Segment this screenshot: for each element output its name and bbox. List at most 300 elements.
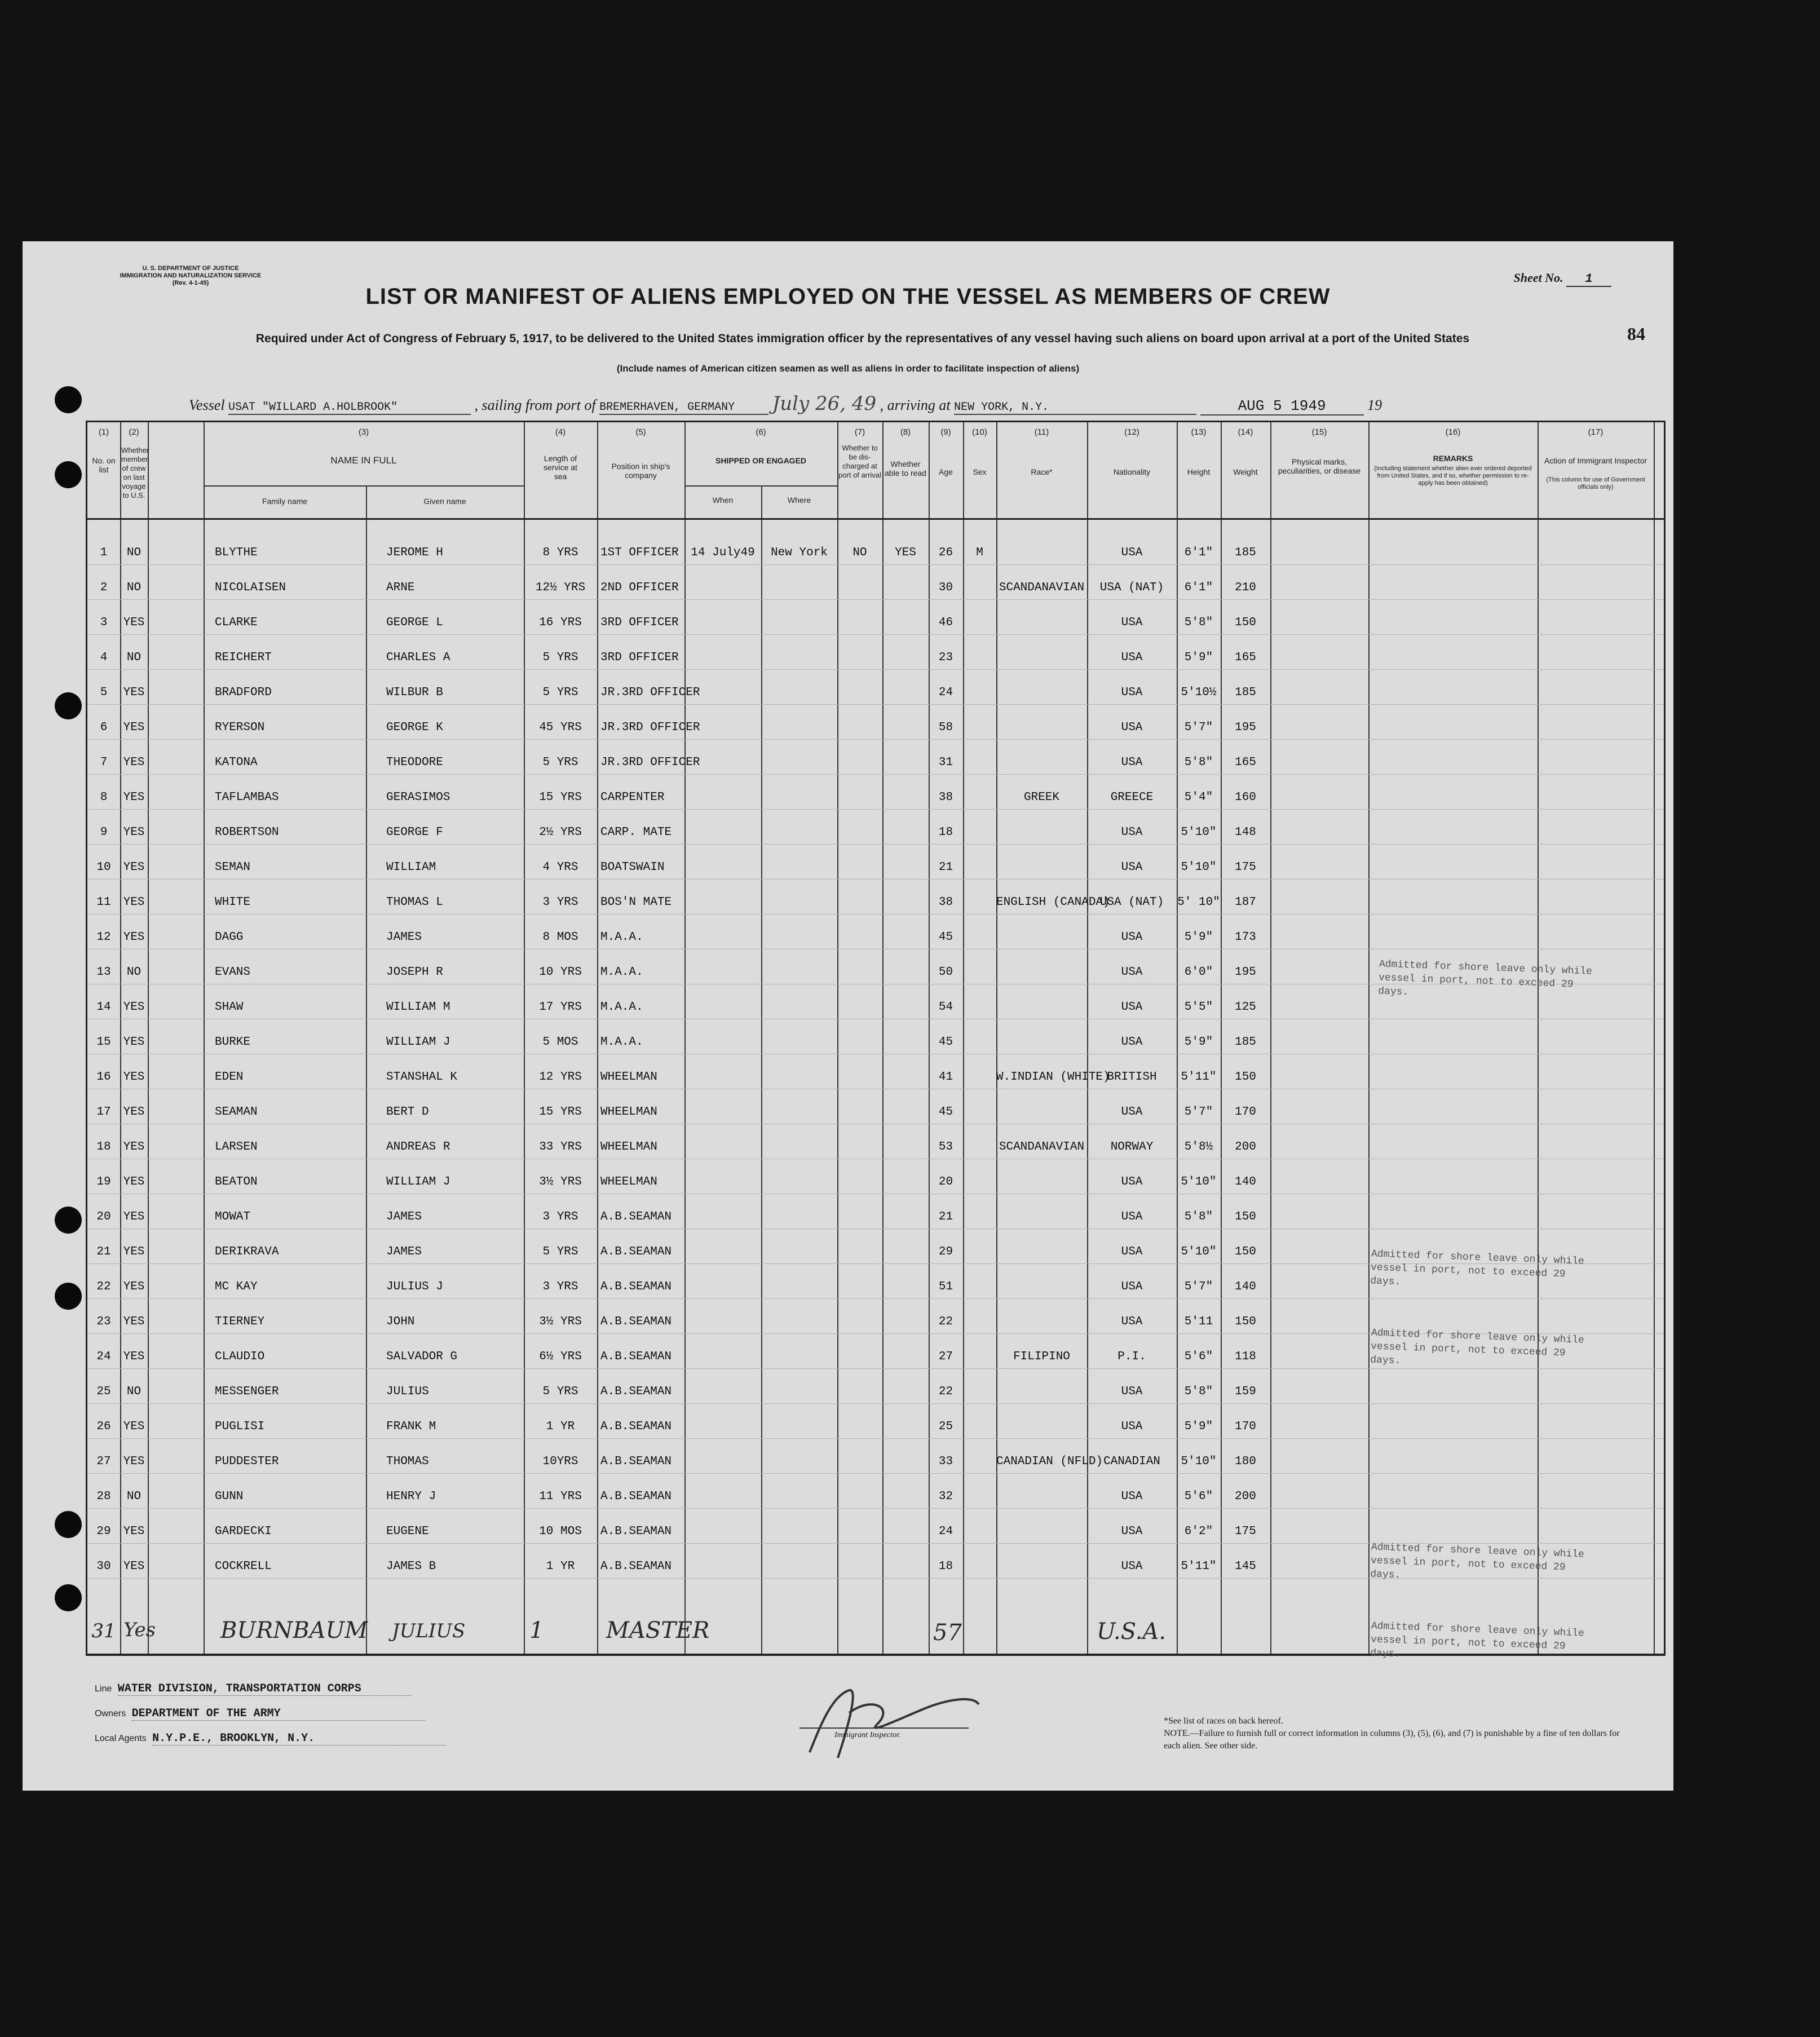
cell-given: WILLIAM J bbox=[386, 1036, 450, 1049]
cell-family: DERIKRAVA bbox=[215, 1245, 279, 1258]
cell-last: NO bbox=[126, 1490, 142, 1503]
col7-label: Whether to be dis-charged at port of arrival bbox=[838, 444, 881, 479]
cell-service: 5 MOS bbox=[542, 1036, 578, 1049]
cell-last: NO bbox=[126, 1385, 142, 1398]
col17-num: (17) bbox=[1588, 427, 1603, 437]
cell-service: 16 YRS bbox=[539, 616, 582, 629]
cell-age: 30 bbox=[938, 581, 953, 594]
cell-weight: 200 bbox=[1235, 1141, 1256, 1154]
cell-height: 5'10" bbox=[1181, 1455, 1217, 1468]
cell-weight: 150 bbox=[1235, 1245, 1256, 1258]
table-row bbox=[87, 783, 1664, 818]
col9-label: Age bbox=[939, 467, 953, 476]
cell-nationality: USA bbox=[1121, 826, 1143, 839]
cell-no: 24 bbox=[96, 1350, 111, 1363]
cell-height: 5' 10" bbox=[1177, 896, 1220, 909]
cell-height: 5'10" bbox=[1181, 1176, 1217, 1188]
cell-last: YES bbox=[123, 1525, 145, 1538]
cell-given: JULIUS bbox=[386, 1385, 429, 1398]
cell-nationality: USA (NAT) bbox=[1099, 581, 1164, 594]
cell-weight: 195 bbox=[1235, 966, 1256, 979]
cell-given: SALVADOR G bbox=[386, 1350, 458, 1363]
cell-position: 2ND OFFICER bbox=[600, 581, 679, 594]
cell-age: 32 bbox=[938, 1490, 953, 1503]
cell-age: 27 bbox=[938, 1350, 953, 1363]
cell-nationality: USA bbox=[1121, 1525, 1143, 1538]
cell-last: YES bbox=[123, 1210, 145, 1223]
cell-position: A.B.SEAMAN bbox=[600, 1385, 672, 1398]
cell-position: 1ST OFFICER bbox=[600, 546, 679, 559]
cell-position: A.B.SEAMAN bbox=[600, 1245, 672, 1258]
cell-nationality: USA bbox=[1121, 1210, 1143, 1223]
cell-weight: 145 bbox=[1235, 1560, 1256, 1573]
cell-service: 15 YRS bbox=[539, 791, 582, 804]
cell-given: BERT D bbox=[386, 1106, 429, 1119]
cell-height: 5'7" bbox=[1184, 1280, 1213, 1293]
cell-nationality: USA bbox=[1121, 756, 1143, 769]
cell-family: SEMAN bbox=[215, 861, 251, 874]
cell-last: YES bbox=[123, 1560, 145, 1573]
cell-weight: 148 bbox=[1235, 826, 1256, 839]
cell-nationality: GREECE bbox=[1110, 791, 1154, 804]
cell-given: JEROME H bbox=[386, 546, 443, 559]
cell-height: 6'0" bbox=[1184, 966, 1213, 979]
cell-no: 20 bbox=[96, 1210, 111, 1223]
cell-height: 5'8" bbox=[1184, 1385, 1213, 1398]
cell-height: 5'5" bbox=[1184, 1001, 1213, 1014]
cell-last: NO bbox=[126, 651, 142, 664]
cell-age: 20 bbox=[938, 1176, 953, 1188]
cell-service: 4 YRS bbox=[542, 861, 578, 874]
col1-label: No. on list bbox=[92, 456, 116, 474]
cell-age: 54 bbox=[938, 1001, 953, 1014]
cell-position: WHEELMAN bbox=[600, 1141, 657, 1154]
cell-nationality: USA bbox=[1121, 1560, 1143, 1573]
cell-last: YES bbox=[123, 1455, 145, 1468]
cell-family: MC KAY bbox=[215, 1280, 258, 1293]
cell-no: 26 bbox=[96, 1420, 111, 1433]
cell-given: WILLIAM M bbox=[386, 1001, 450, 1014]
cell-service: 3 YRS bbox=[542, 896, 578, 909]
cell-service: 12½ YRS bbox=[535, 581, 586, 594]
col6-where: Where bbox=[787, 496, 811, 505]
cell-height: 6'2" bbox=[1184, 1525, 1213, 1538]
cell-service: 1 YR bbox=[546, 1420, 575, 1433]
cell-last: YES bbox=[123, 1420, 145, 1433]
cell-height: 5'6" bbox=[1184, 1350, 1213, 1363]
col6-num: (6) bbox=[756, 427, 766, 437]
table-row bbox=[87, 818, 1664, 853]
cell-nationality: CANADIAN bbox=[1103, 1455, 1160, 1468]
cell-given: WILBUR B bbox=[386, 686, 443, 699]
cell-height: 5'10" bbox=[1181, 861, 1217, 874]
cell-age: 25 bbox=[938, 1420, 953, 1433]
arriving-port: NEW YORK, N.Y. bbox=[954, 401, 1196, 415]
cell-service: 6½ YRS bbox=[539, 1350, 582, 1363]
cell-nationality: BRITISH bbox=[1107, 1071, 1157, 1084]
cell-no: 6 bbox=[100, 721, 108, 734]
cell-given: JAMES bbox=[386, 1210, 422, 1223]
cell-race: SCANDANAVIAN bbox=[999, 1141, 1085, 1154]
col2-num: (2) bbox=[129, 427, 139, 437]
cell-service: 5 YRS bbox=[542, 686, 578, 699]
cell-family: RYERSON bbox=[215, 721, 265, 734]
cell-age: 51 bbox=[938, 1280, 953, 1293]
cell-weight: 165 bbox=[1235, 756, 1256, 769]
cell-family: REICHERT bbox=[215, 651, 272, 664]
penalty-note: NOTE.—Failure to furnish full or correct information in columns (3), (5), (6), and (7) is punishable by a fine of ten dollars for each alien. See other side. bbox=[1164, 1729, 1620, 1751]
hw-position: MASTER bbox=[606, 1618, 710, 1643]
col4-num: (4) bbox=[555, 427, 566, 437]
cell-weight: 170 bbox=[1235, 1106, 1256, 1119]
col17-sub: (This column for use of Government officials only) bbox=[1546, 476, 1645, 491]
cell-age: 53 bbox=[938, 1141, 953, 1154]
cell-height: 5'8" bbox=[1184, 616, 1213, 629]
cell-last: NO bbox=[126, 546, 142, 559]
punch-hole bbox=[55, 1584, 82, 1611]
cell-given: THOMAS L bbox=[386, 896, 443, 909]
cell-position: WHEELMAN bbox=[600, 1106, 657, 1119]
cell-no: 11 bbox=[96, 896, 111, 909]
col12-label: Nationality bbox=[1113, 467, 1151, 476]
cell-service: 3 YRS bbox=[542, 1280, 578, 1293]
cell-last: YES bbox=[123, 616, 145, 629]
cell-no: 19 bbox=[96, 1176, 111, 1188]
cell-family: COCKRELL bbox=[215, 1560, 272, 1573]
cell-last: YES bbox=[123, 1280, 145, 1293]
col17-label: Action of Immigrant Inspector bbox=[1544, 456, 1647, 465]
remark-row-8: Admitted for shore leave only while vessel in port, not to exceed 29 days. bbox=[1377, 958, 1593, 998]
cell-service: 3½ YRS bbox=[539, 1315, 582, 1328]
cell-given: EUGENE bbox=[386, 1525, 429, 1538]
cell-family: TIERNEY bbox=[215, 1315, 265, 1328]
cell-height: 5'11" bbox=[1181, 1560, 1217, 1573]
punch-hole bbox=[55, 1207, 82, 1234]
cell-position: JR.3RD OFFICER bbox=[600, 686, 700, 699]
cell-position: JR.3RD OFFICER bbox=[600, 721, 700, 734]
remark-row-24: Admitted for shore leave only while vessel in port, not to exceed 29 days. bbox=[1370, 1541, 1585, 1581]
include-note: (Include names of American citizen seamen as well as aliens in order to facilitate inspection of aliens) bbox=[616, 363, 1080, 374]
cell-given: GEORGE K bbox=[386, 721, 443, 734]
cell-age: 23 bbox=[938, 651, 953, 664]
cell-family: EDEN bbox=[215, 1071, 244, 1084]
cell-last: YES bbox=[123, 861, 145, 874]
cell-no: 8 bbox=[100, 791, 108, 804]
col5-label: Position in ship's company bbox=[611, 462, 670, 480]
cell-position: CARP. MATE bbox=[600, 826, 672, 839]
cell-height: 5'9" bbox=[1184, 1036, 1213, 1049]
cell-given: JOHN bbox=[386, 1315, 415, 1328]
cell-no: 1 bbox=[100, 546, 108, 559]
cell-last: YES bbox=[123, 1350, 145, 1363]
cell-family: TAFLAMBAS bbox=[215, 791, 279, 804]
inspector-signature bbox=[787, 1673, 1001, 1769]
hw-given: JULIUS bbox=[392, 1620, 466, 1642]
crew-table bbox=[86, 421, 1666, 1660]
hw-nationality: U.S.A. bbox=[1097, 1619, 1167, 1645]
table-row bbox=[87, 713, 1664, 748]
cell-nationality: USA bbox=[1121, 1176, 1143, 1188]
cell-weight: 150 bbox=[1235, 1315, 1256, 1328]
line-value: WATER DIVISION, TRANSPORTATION CORPS bbox=[118, 1682, 411, 1696]
table-row bbox=[87, 853, 1664, 888]
cell-nationality: USA bbox=[1121, 721, 1143, 734]
table-row bbox=[87, 1168, 1664, 1203]
cell-position: A.B.SEAMAN bbox=[600, 1525, 672, 1538]
hw-age: 57 bbox=[933, 1620, 962, 1646]
col15-label: Physical marks, peculiarities, or disease bbox=[1278, 457, 1361, 475]
cell-last: YES bbox=[123, 1036, 145, 1049]
owners-label: Owners bbox=[95, 1709, 126, 1718]
cell-service: 1 YR bbox=[546, 1560, 575, 1573]
cell-position: BOS'N MATE bbox=[600, 896, 672, 909]
cell-family: ROBERTSON bbox=[215, 826, 279, 839]
vessel-label: Vessel bbox=[189, 397, 225, 413]
cell-service: 33 YRS bbox=[539, 1141, 582, 1154]
cell-nationality: USA bbox=[1121, 861, 1143, 874]
cell-family: MESSENGER bbox=[215, 1385, 279, 1398]
cell-weight: 210 bbox=[1235, 581, 1256, 594]
requirement-text: Required under Act of Congress of February 5, 1917, to be delivered to the United States immigration officer by the representatives of any vessel having such aliens on board upon arrival at a port of the United States bbox=[255, 332, 1470, 345]
cell-position: WHEELMAN bbox=[600, 1071, 657, 1084]
cell-age: 24 bbox=[938, 1525, 953, 1538]
cell-service: 10 YRS bbox=[539, 966, 582, 979]
cell-height: 5'8½ bbox=[1184, 1141, 1213, 1154]
cell-no: 18 bbox=[96, 1141, 111, 1154]
cell-given: GEORGE F bbox=[386, 826, 443, 839]
col10-label: Sex bbox=[973, 467, 987, 476]
col16-num: (16) bbox=[1445, 427, 1461, 437]
col11-label: Race* bbox=[1031, 467, 1053, 476]
cell-last: YES bbox=[123, 896, 145, 909]
cell-weight: 150 bbox=[1235, 1210, 1256, 1223]
cell-weight: 150 bbox=[1235, 616, 1256, 629]
table-row bbox=[87, 643, 1664, 678]
table-row bbox=[87, 678, 1664, 713]
cell-service: 11 YRS bbox=[539, 1490, 582, 1503]
cell-weight: 140 bbox=[1235, 1280, 1256, 1293]
cell-height: 5'6" bbox=[1184, 1490, 1213, 1503]
cell-last: YES bbox=[123, 1001, 145, 1014]
cell-nationality: USA bbox=[1121, 686, 1143, 699]
cell-age: 18 bbox=[938, 826, 953, 839]
col14-num: (14) bbox=[1238, 427, 1253, 437]
col8-num: (8) bbox=[900, 427, 911, 437]
cell-height: 5'10" bbox=[1181, 1245, 1217, 1258]
cell-no: 21 bbox=[96, 1245, 111, 1258]
cell-service: 17 YRS bbox=[539, 1001, 582, 1014]
cell-family: NICOLAISEN bbox=[215, 581, 286, 594]
cell-family: BRADFORD bbox=[215, 686, 272, 699]
cell-age: 45 bbox=[938, 1036, 953, 1049]
cell-service: 5 YRS bbox=[542, 1385, 578, 1398]
cell-no: 10 bbox=[96, 861, 111, 874]
cell-last: YES bbox=[123, 1071, 145, 1084]
table-row bbox=[87, 1203, 1664, 1238]
cell-position: WHEELMAN bbox=[600, 1176, 657, 1188]
cell-no: 3 bbox=[100, 616, 108, 629]
cell-sex: M bbox=[976, 546, 983, 559]
service-name: IMMIGRATION AND NATURALIZATION SERVICE bbox=[120, 272, 262, 279]
cell-height: 5'9" bbox=[1184, 1420, 1213, 1433]
cell-family: EVANS bbox=[215, 966, 251, 979]
cell-weight: 185 bbox=[1235, 686, 1256, 699]
vessel-line bbox=[189, 392, 1542, 416]
cell-no: 23 bbox=[96, 1315, 111, 1328]
cell-no: 25 bbox=[96, 1385, 111, 1398]
cell-position: A.B.SEAMAN bbox=[600, 1315, 672, 1328]
cell-family: BEATON bbox=[215, 1176, 258, 1188]
cell-nationality: USA bbox=[1121, 1036, 1143, 1049]
cell-last: YES bbox=[123, 756, 145, 769]
cell-age: 33 bbox=[938, 1455, 953, 1468]
table-row bbox=[87, 1028, 1664, 1063]
cell-weight: 200 bbox=[1235, 1490, 1256, 1503]
cell-position: A.B.SEAMAN bbox=[600, 1560, 672, 1573]
table-row bbox=[87, 1482, 1664, 1517]
cell-service: 12 YRS bbox=[539, 1071, 582, 1084]
punch-hole bbox=[55, 1283, 82, 1310]
cell-age: 50 bbox=[938, 966, 953, 979]
cell-given: HENRY J bbox=[386, 1490, 436, 1503]
col8-label: Whether able to read bbox=[885, 459, 926, 478]
table-row bbox=[87, 923, 1664, 958]
cell-height: 5'10" bbox=[1181, 826, 1217, 839]
cell-given: STANSHAL K bbox=[386, 1071, 458, 1084]
inspector-label: Immigrant Inspector. bbox=[834, 1731, 901, 1739]
cell-position: M.A.A. bbox=[600, 1036, 643, 1049]
sailing-port: BREMERHAVEN, GERMANY bbox=[599, 401, 768, 415]
cell-discharged: NO bbox=[852, 546, 867, 559]
department-name: U. S. DEPARTMENT OF JUSTICE bbox=[142, 265, 239, 272]
table-row bbox=[87, 608, 1664, 643]
col1-num: (1) bbox=[98, 427, 109, 437]
cell-nationality: USA bbox=[1121, 1280, 1143, 1293]
hw-family: BURNBAUM bbox=[220, 1618, 368, 1643]
cell-family: SHAW bbox=[215, 1001, 244, 1014]
cell-last: YES bbox=[123, 791, 145, 804]
cell-given: FRANK M bbox=[386, 1420, 436, 1433]
page-number: 84 bbox=[1627, 324, 1645, 344]
cell-family: LARSEN bbox=[215, 1141, 258, 1154]
col13-num: (13) bbox=[1191, 427, 1207, 437]
col6-label: SHIPPED OR ENGAGED bbox=[715, 456, 807, 465]
cell-height: 5'4" bbox=[1184, 791, 1213, 804]
cell-family: WHITE bbox=[215, 896, 251, 909]
punch-hole bbox=[55, 461, 82, 488]
cell-age: 58 bbox=[938, 721, 953, 734]
cell-when: 14 July49 bbox=[691, 546, 755, 559]
cell-where: New York bbox=[771, 546, 828, 559]
cell-age: 38 bbox=[938, 896, 953, 909]
cell-nationality: USA bbox=[1121, 1106, 1143, 1119]
cell-last: YES bbox=[123, 686, 145, 699]
cell-weight: 185 bbox=[1235, 546, 1256, 559]
cell-nationality: NORWAY bbox=[1110, 1141, 1154, 1154]
cell-family: PUDDESTER bbox=[215, 1455, 279, 1468]
cell-weight: 170 bbox=[1235, 1420, 1256, 1433]
cell-nationality: USA bbox=[1121, 931, 1143, 944]
cell-position: BOATSWAIN bbox=[600, 861, 665, 874]
cell-age: 21 bbox=[938, 861, 953, 874]
col16-sub: (Including statement whether alien ever ordered deported from United States, and if so, whether permission to re-apply has been obtained) bbox=[1374, 465, 1532, 487]
cell-age: 41 bbox=[938, 1071, 953, 1084]
remark-row-18: Admitted for shore leave only while vessel in port, not to exceed 29 days. bbox=[1370, 1327, 1585, 1367]
col9-num: (9) bbox=[940, 427, 951, 437]
col3-label: NAME IN FULL bbox=[330, 455, 397, 466]
cell-no: 2 bbox=[100, 581, 108, 594]
cell-given: JULIUS J bbox=[386, 1280, 443, 1293]
cell-last: YES bbox=[123, 721, 145, 734]
cell-given: JAMES bbox=[386, 931, 422, 944]
col12-num: (12) bbox=[1124, 427, 1139, 437]
cell-race: ENGLISH (CANADA) bbox=[996, 896, 1110, 909]
cell-no: 14 bbox=[96, 1001, 111, 1014]
cell-age: 31 bbox=[938, 756, 953, 769]
table-row bbox=[87, 1098, 1664, 1133]
cell-no: 13 bbox=[96, 966, 111, 979]
footer-line bbox=[95, 1682, 411, 1696]
col3-family: Family name bbox=[262, 497, 308, 506]
cell-weight: 173 bbox=[1235, 931, 1256, 944]
punch-hole bbox=[55, 692, 82, 719]
punch-hole bbox=[55, 386, 82, 413]
cell-race: W.INDIAN (WHITE) bbox=[996, 1071, 1110, 1084]
table-row bbox=[87, 1133, 1664, 1168]
cell-age: 24 bbox=[938, 686, 953, 699]
cell-age: 46 bbox=[938, 616, 953, 629]
cell-nationality: USA bbox=[1121, 1490, 1143, 1503]
cell-family: MOWAT bbox=[215, 1210, 251, 1223]
col6-when: When bbox=[712, 496, 734, 505]
footer-owners bbox=[95, 1707, 425, 1721]
cell-service: 3½ YRS bbox=[539, 1176, 582, 1188]
cell-weight: 125 bbox=[1235, 1001, 1256, 1014]
cell-nationality: USA bbox=[1121, 651, 1143, 664]
cell-last: YES bbox=[123, 1315, 145, 1328]
cell-service: 3 YRS bbox=[542, 1210, 578, 1223]
cell-no: 27 bbox=[96, 1455, 111, 1468]
cell-nationality: USA bbox=[1121, 546, 1143, 559]
cell-given: WILLIAM bbox=[386, 861, 436, 874]
cell-position: M.A.A. bbox=[600, 966, 643, 979]
col13-label: Height bbox=[1187, 467, 1211, 476]
cell-position: JR.3RD OFFICER bbox=[600, 756, 700, 769]
sheet-number-value: 1 bbox=[1566, 272, 1611, 287]
arrival-date: AUG 5 1949 bbox=[1200, 397, 1364, 416]
cell-weight: 195 bbox=[1235, 721, 1256, 734]
cell-age: 18 bbox=[938, 1560, 953, 1573]
cell-race: SCANDANAVIAN bbox=[999, 581, 1085, 594]
cell-nationality: USA bbox=[1121, 1385, 1143, 1398]
arriving-label: , arriving at bbox=[880, 397, 951, 413]
cell-no: 9 bbox=[100, 826, 108, 839]
cell-service: 5 YRS bbox=[542, 756, 578, 769]
cell-age: 22 bbox=[938, 1315, 953, 1328]
cell-position: A.B.SEAMAN bbox=[600, 1280, 672, 1293]
cell-position: 3RD OFFICER bbox=[600, 651, 679, 664]
cell-weight: 185 bbox=[1235, 1036, 1256, 1049]
cell-no: 16 bbox=[96, 1071, 111, 1084]
cell-family: GARDECKI bbox=[215, 1525, 272, 1538]
cell-read: YES bbox=[895, 546, 916, 559]
col3-given: Given name bbox=[423, 497, 466, 506]
cell-age: 45 bbox=[938, 931, 953, 944]
cell-given: GERASIMOS bbox=[386, 791, 450, 804]
cell-last: YES bbox=[123, 1176, 145, 1188]
cell-position: 3RD OFFICER bbox=[600, 616, 679, 629]
cell-service: 45 YRS bbox=[539, 721, 582, 734]
